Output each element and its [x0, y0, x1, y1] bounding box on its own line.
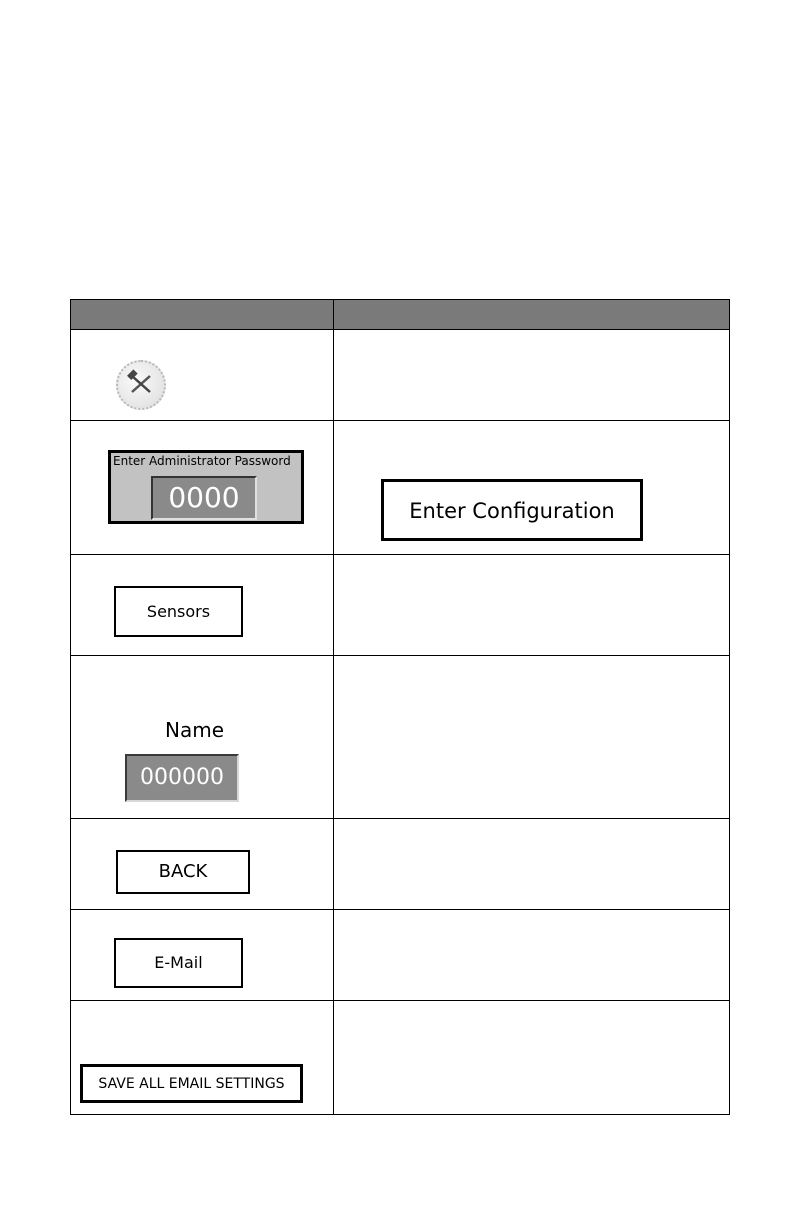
column-divider [333, 330, 334, 420]
reference-table [70, 299, 730, 1115]
tools-icon[interactable] [116, 360, 166, 410]
sensors-button[interactable]: Sensors [114, 586, 243, 637]
column-divider [333, 555, 334, 655]
table-row [71, 329, 729, 420]
column-divider [333, 1001, 334, 1114]
table-row [71, 554, 729, 655]
table-header-row [71, 300, 729, 329]
password-dialog [108, 450, 304, 524]
password-dialog-title: Enter Administrator Password [113, 454, 291, 468]
email-button[interactable]: E-Mail [114, 938, 243, 988]
save-all-email-settings-button[interactable]: SAVE ALL EMAIL SETTINGS [80, 1064, 303, 1103]
table-row [71, 909, 729, 1000]
enter-configuration-button[interactable]: Enter Configuration [381, 479, 643, 541]
column-divider [333, 656, 334, 818]
column-divider [333, 421, 334, 554]
column-divider [333, 910, 334, 1000]
table-row [71, 420, 729, 554]
name-label: Name [165, 718, 225, 742]
column-divider [333, 819, 334, 909]
password-field[interactable]: 0000 [151, 476, 257, 520]
table-row [71, 818, 729, 909]
back-button[interactable]: BACK [116, 850, 250, 894]
table-row [71, 1000, 729, 1114]
column-divider [333, 300, 334, 329]
name-field[interactable]: 000000 [125, 754, 239, 802]
table-row [71, 655, 729, 818]
